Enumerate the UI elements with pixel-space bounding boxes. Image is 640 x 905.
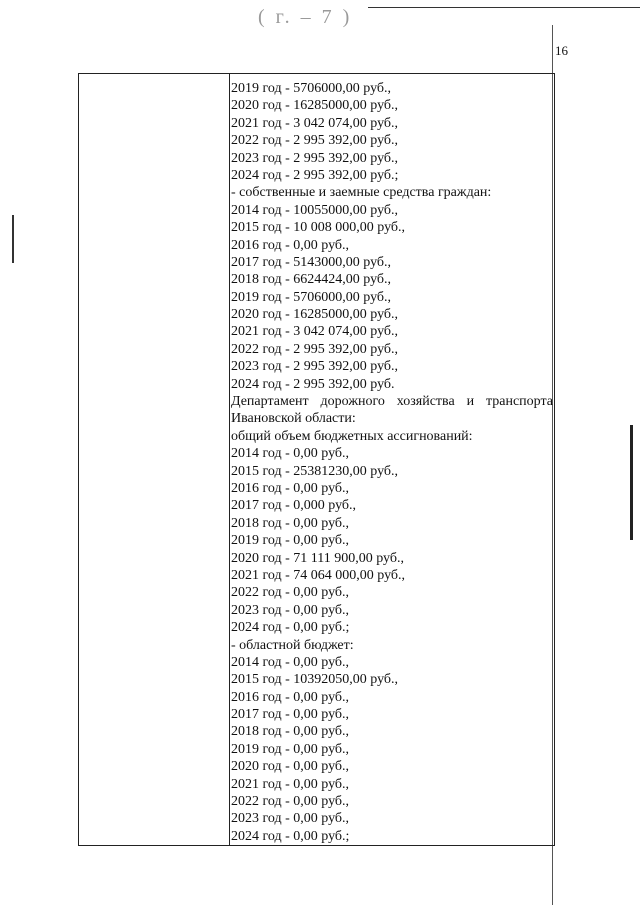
table-line: 2024 год - 0,00 руб.; <box>231 828 350 844</box>
table-line: - областной бюджет: <box>231 637 354 653</box>
table-line: 2020 год - 16285000,00 руб., <box>231 98 399 114</box>
table-line: 2019 год - 5706000,00 руб., <box>231 81 392 96</box>
table-line: - собственные и заемные средства граждан: <box>231 185 492 201</box>
table-line: 2018 год - 0,00 руб., <box>231 515 350 531</box>
scan-margin-mark-right <box>630 425 633 540</box>
table-line: 2016 год - 0,00 руб., <box>231 237 350 253</box>
table-line: 2019 год - 0,00 руб., <box>231 741 350 757</box>
table-line: 2022 год - 2 995 392,00 руб., <box>231 341 399 357</box>
table-line: 2023 год - 2 995 392,00 руб., <box>231 359 399 375</box>
scan-margin-mark <box>12 215 14 263</box>
table-line: 2023 год - 2 995 392,00 руб., <box>231 150 399 166</box>
table-line: 2014 год - 0,00 руб., <box>231 446 350 462</box>
table-line: Ивановской области: <box>231 411 356 427</box>
table-line: 2015 год - 10 008 000,00 руб., <box>231 220 406 236</box>
financing-table <box>78 73 555 846</box>
table-line: 2014 год - 10055000,00 руб., <box>231 202 399 218</box>
table-line: 2021 год - 3 042 074,00 руб., <box>231 115 399 131</box>
table-line: 2017 год - 0,00 руб., <box>231 707 350 723</box>
table-line: 2024 год - 2 995 392,00 руб.; <box>231 167 399 183</box>
table-line: 2024 год - 0,00 руб.; <box>231 620 350 636</box>
table-line: 2019 год - 5706000,00 руб., <box>231 289 392 305</box>
table-line: 2020 год - 0,00 руб., <box>231 759 350 775</box>
faint-stamp-mark: ( г. – 7 ) <box>258 6 353 28</box>
table-line: 2016 год - 0,00 руб., <box>231 480 350 496</box>
table-line: 2020 год - 16285000,00 руб., <box>231 307 399 323</box>
table-line: 2014 год - 0,00 руб., <box>231 654 350 670</box>
table-line: 2021 год - 0,00 руб., <box>231 776 350 792</box>
table-line: 2022 год - 0,00 руб., <box>231 794 350 810</box>
table-line: 2019 год - 0,00 руб., <box>231 533 350 549</box>
table-line: 2024 год - 2 995 392,00 руб. <box>231 376 395 392</box>
table-left-cell <box>79 74 230 845</box>
table-line: 2023 год - 0,00 руб., <box>231 602 350 618</box>
table-line: 2017 год - 5143000,00 руб., <box>231 254 392 270</box>
table-line: 2015 год - 25381230,00 руб., <box>231 463 399 479</box>
table-line: 2017 год - 0,000 руб., <box>231 498 357 514</box>
table-line: 2015 год - 10392050,00 руб., <box>231 672 399 688</box>
table-line: общий объем бюджетных ассигнований: <box>231 428 473 444</box>
table-line: 2021 год - 3 042 074,00 руб., <box>231 324 399 340</box>
page-number: 16 <box>555 43 568 58</box>
table-line: 2023 год - 0,00 руб., <box>231 811 350 827</box>
table-line: 2022 год - 0,00 руб., <box>231 585 350 601</box>
table-line: 2018 год - 0,00 руб., <box>231 724 350 740</box>
top-rule-line <box>368 7 640 8</box>
table-right-cell <box>231 80 553 845</box>
table-line: 2018 год - 6624424,00 руб., <box>231 272 392 288</box>
table-line: 2020 год - 71 111 900,00 руб., <box>231 550 404 566</box>
table-line: Департамент дорожного хозяйства и транспорта <box>231 394 553 410</box>
table-line: 2021 год - 74 064 000,00 руб., <box>231 567 406 583</box>
table-line: 2022 год - 2 995 392,00 руб., <box>231 133 399 149</box>
table-line: 2016 год - 0,00 руб., <box>231 689 350 705</box>
